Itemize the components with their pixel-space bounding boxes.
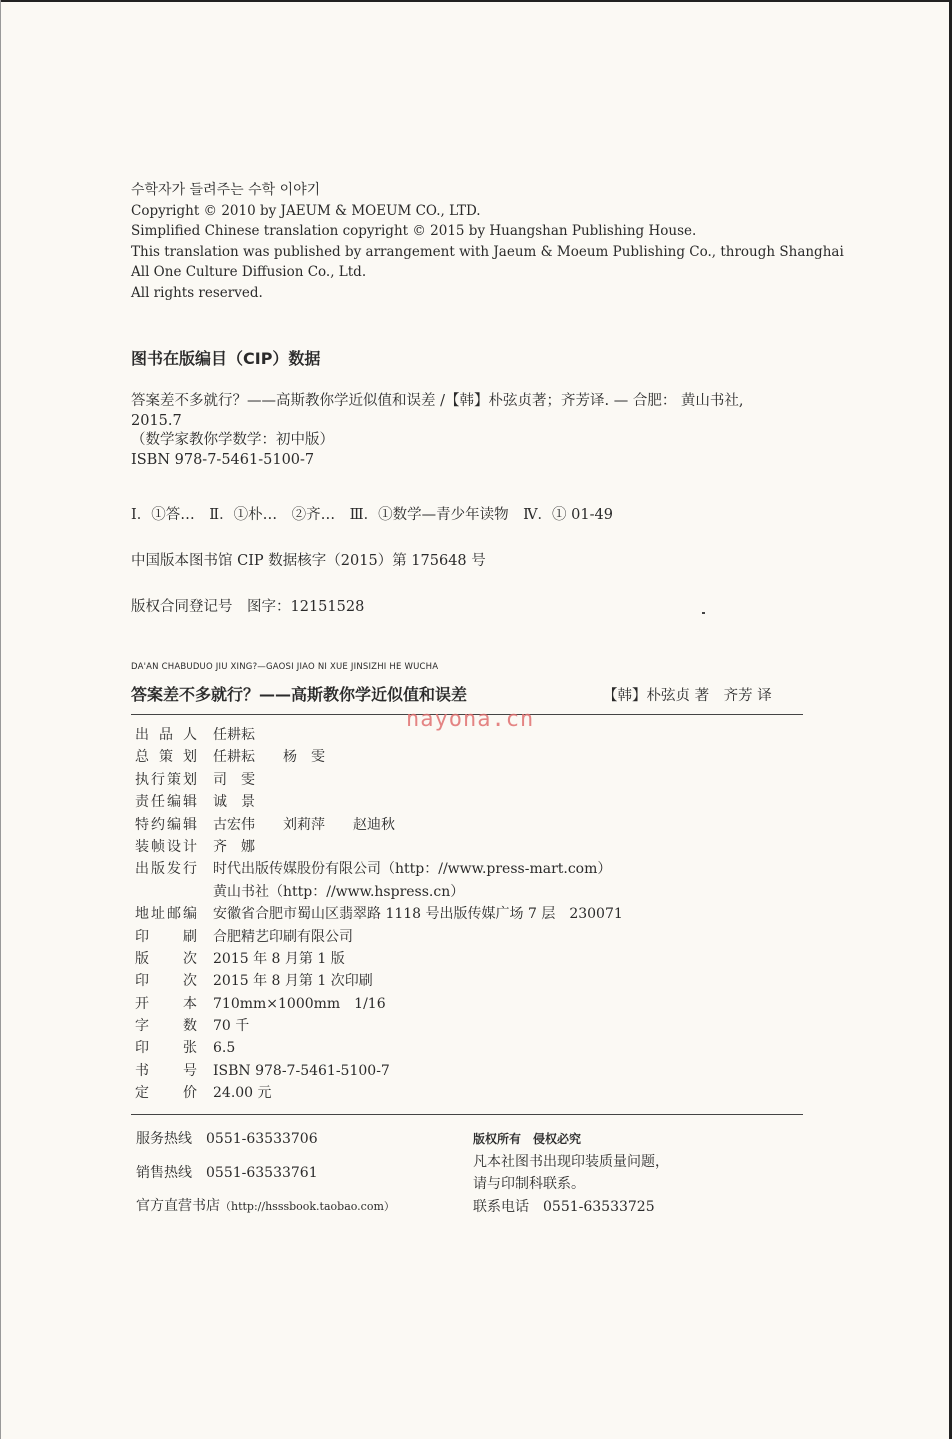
service-hotline [136,1128,318,1148]
cip-isbn-line: ISBN 978-7-5461-5100-7 [131,451,315,468]
credit-row [135,858,623,880]
credit-label: 总策划 [135,749,197,766]
cip-classification: Ⅰ．①答… Ⅱ．①朴… ②齐… Ⅲ．①数学—青少年读物 Ⅳ．① 01-49 [131,507,613,523]
page-left-border [0,0,1,1439]
credit-row [135,724,623,746]
page-top-border [0,0,952,2]
credit-value: 司 雯 [213,771,255,788]
credit-label: 出版发行 [135,861,197,878]
rights-notice [473,1128,669,1218]
cip-library-number: 中国版本图书馆 CIP 数据核字（2015）第 175648 号 [131,553,486,569]
credit-value: 安徽省合肥市蜀山区翡翠路 1118 号出版传媒广场 7 层 230071 [213,906,623,923]
book-author: 【韩】朴弦贞 著 齐芳 译 [603,688,772,704]
credit-label: 开本 [135,995,197,1012]
credit-row [135,970,623,992]
credit-label: 装帧设计 [135,838,197,855]
official-shop [136,1195,395,1215]
cip-heading: 图书在版编目（CIP）数据 [131,349,321,368]
credit-label: 字数 [135,1018,197,1035]
service-hotline-label: 服务热线 [136,1131,192,1147]
official-shop-url: （http://hsssbook.taobao.com） [220,1200,395,1213]
credit-label: 印刷 [135,928,197,945]
copyright-block [131,180,844,303]
sales-hotline-label: 销售热线 [136,1165,192,1181]
rights-line: 请与印制科联系。 [473,1176,585,1192]
credit-label: 书号 [135,1062,197,1079]
cip-title-line: 答案差不多就行？——高斯教你学近似值和误差 /【韩】朴弦贞著；齐芳译. — 合肥： 黄山书社, [131,393,744,409]
copyright-line: All rights reserved. [131,284,263,301]
credit-value: 2015 年 8 月第 1 次印刷 [213,973,373,990]
credit-value: 时代出版传媒股份有限公司（http：//www.press-mart.com） [213,861,612,878]
credit-value: 黄山书社（http：//www.hspress.cn） [213,883,465,900]
sales-hotline-number: 0551-63533761 [206,1165,318,1181]
credit-value: 24.00 元 [213,1085,272,1102]
credit-label: 执行策划 [135,771,197,788]
credit-value: 70 千 [213,1018,250,1035]
contract-registration: 版权合同登记号 图字：12151528 [131,599,365,615]
credit-row [135,948,623,970]
contact-phone-label: 联系电话 [473,1198,529,1215]
service-hotline-number: 0551-63533706 [206,1131,318,1147]
korean-title: 수학자가 들려주는 수학 이야기 [131,182,321,198]
copyright-line: Copyright © 2010 by JAEUM & MOEUM CO., LTD. [131,202,481,219]
credit-label: 特约编辑 [135,816,197,833]
credit-value: 任耕耘 [213,727,255,743]
credit-value: 6.5 [213,1040,236,1057]
credit-row [135,746,623,768]
contact-phone-number: 0551-63533725 [543,1198,655,1215]
divider-bottom [131,1114,803,1115]
credit-value: 古宏伟 刘莉萍 赵迪秋 [213,816,395,833]
credit-row [135,1037,623,1059]
copyright-line: This translation was published by arrangement with Jaeum & Moeum Publishing Co., through Shanghai [131,243,844,260]
print-speck [702,612,705,614]
credit-label: 出品人 [135,727,197,743]
copyright-line: All One Culture Diffusion Co., Ltd. [131,264,367,280]
credit-row [135,926,623,948]
credit-value: 2015 年 8 月第 1 版 [213,950,345,967]
cip-record [131,392,811,470]
credit-label: 责任编辑 [135,794,197,811]
credit-row [135,791,623,813]
credits-table [135,724,623,1105]
credit-row [135,836,623,858]
copyright-line: Simplified Chinese translation copyright © 2015 by Huangshan Publishing House. [131,223,697,239]
credit-row [135,903,623,925]
credit-row [135,993,623,1015]
rights-heading: 版权所有 侵权必究 [473,1132,582,1146]
credit-value: 任耕耘 杨 雯 [213,749,325,766]
credit-label: 印张 [135,1040,197,1057]
official-shop-label: 官方直营书店 [136,1198,220,1214]
credit-row [135,769,623,791]
credit-value: 齐 娜 [213,838,255,855]
credit-row [135,881,623,903]
sales-hotline [136,1162,318,1182]
credit-row [135,814,623,836]
watermark: nayona.cn [406,707,535,732]
pinyin-title: DA'AN CHABUDUO JIU XING?—GAOSI JIAO NI XUE JINSIZHI HE WUCHA [131,662,439,672]
credit-label: 印次 [135,973,197,990]
contact-phone [473,1196,669,1219]
credit-label: 定价 [135,1085,197,1102]
book-title: 答案差不多就行？——高斯教你学近似值和误差 [131,685,468,704]
cip-date-line: 2015.7 [131,412,182,429]
rights-line: 凡本社图书出现印装质量问题， [473,1153,669,1170]
credit-value: 合肥精艺印刷有限公司 [213,928,353,945]
credit-row [135,1082,623,1104]
cip-series-line: （数学家教你学数学：初中版） [131,432,334,448]
credit-row [135,1015,623,1037]
credit-label: 版次 [135,950,197,967]
credit-value: 710mm×1000mm 1/16 [213,995,386,1012]
credit-value: ISBN 978-7-5461-5100-7 [213,1062,390,1079]
credit-value: 诚 景 [213,794,255,811]
credit-row [135,1060,623,1082]
credit-label: 地址邮编 [135,906,197,923]
